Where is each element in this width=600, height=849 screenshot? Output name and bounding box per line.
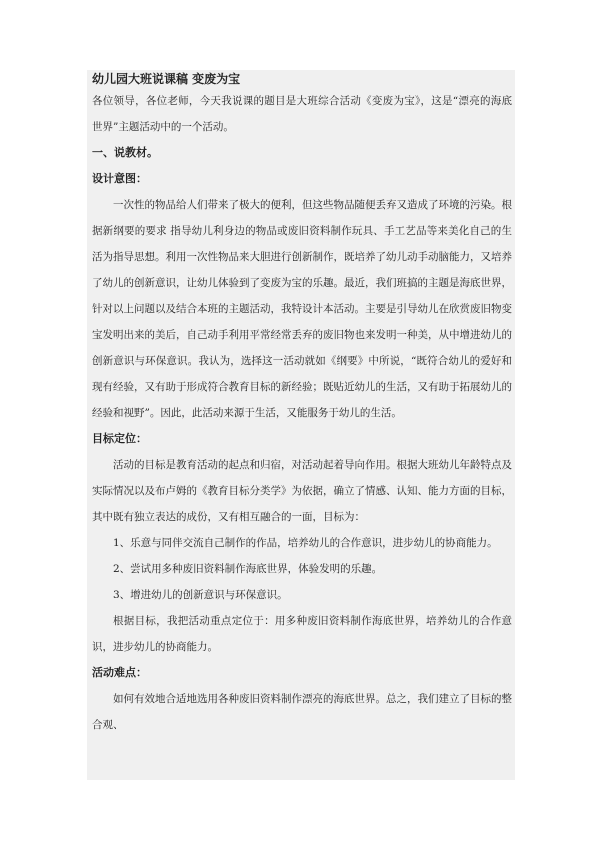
design-paragraph: 一次性的物品给人们带来了极大的便利，但这些物品随便丢弃又造成了环境的污染。根据新纲要的要求 指导幼儿利身边的物品或废旧资料制作玩具、手工艺品等来美化自己的生活为指导思想。利用一次性物品来大胆进行创新制作，既培养了幼儿动手动脑能力，又培养了幼儿的创新意识，让幼儿体验到了变废为宝的乐趣。最近，我们班搞的主题是海底世界，针对以上问题以及结合本班的主题活动，我特设计本活动。主要是引导幼儿在欣赏废旧物变宝发明出来的美后，自己动手利用平常经常丢弃的废旧物也来发明一种美，从中增进幼儿的创新意识与环保意识。我认为，选择这一活动就如《纲要》中所说，“既符合幼儿的爱好和现有经验，又有助于形成符合教育目标的新经验；既贴近幼儿的生活，又有助于拓展幼儿的经验和视野”。因此，此活动来源于生活，又能服务于幼儿的生活。: [92, 199, 512, 419]
difficulty-paragraph: 如何有效地合适地选用各种废旧资料制作漂亮的海底世界。总之，我们建立了目标的整合观、: [92, 693, 512, 731]
intro-paragraph: 各位领导，各位老师，今天我说课的题目是大班综合活动《变废为宝》，这是“漂亮的海底世界”主题活动中的一个活动。: [92, 95, 512, 133]
goal-item: 2、尝试用多种废旧资料制作海底世界，体验发明的乐趣。: [113, 563, 383, 575]
goal-heading: 目标定位：: [92, 432, 147, 445]
design-heading: 设计意图：: [92, 172, 147, 185]
goal-item: 1、乐意与同伴交流自己制作的作品，培养幼儿的合作意识，进步幼儿的协商能力。: [113, 537, 498, 549]
goal-paragraph: 活动的目标是教育活动的起点和归宿，对活动起着导向作用。根据大班幼儿年龄特点及实际情况以及布卢姆的《教育目标分类学》为依据，确立了情感、认知、能力方面的目标，其中既有独立表达的成份，又有相互融合的一面，目标为：: [92, 459, 512, 523]
section-heading-1: 一、说教材。: [92, 146, 158, 159]
goal-item: 3、增进幼儿的创新意识与环保意识。: [113, 589, 288, 601]
document-body: [92, 70, 512, 738]
focus-paragraph: 根据目标，我把活动重点定位于：用多种废旧资料制作海底世界，培养幼儿的合作意识，进步幼儿的协商能力。: [92, 615, 512, 653]
difficulty-heading: 活动难点：: [92, 666, 147, 679]
document-title: 幼儿园大班说课稿 变废为宝: [92, 72, 241, 86]
